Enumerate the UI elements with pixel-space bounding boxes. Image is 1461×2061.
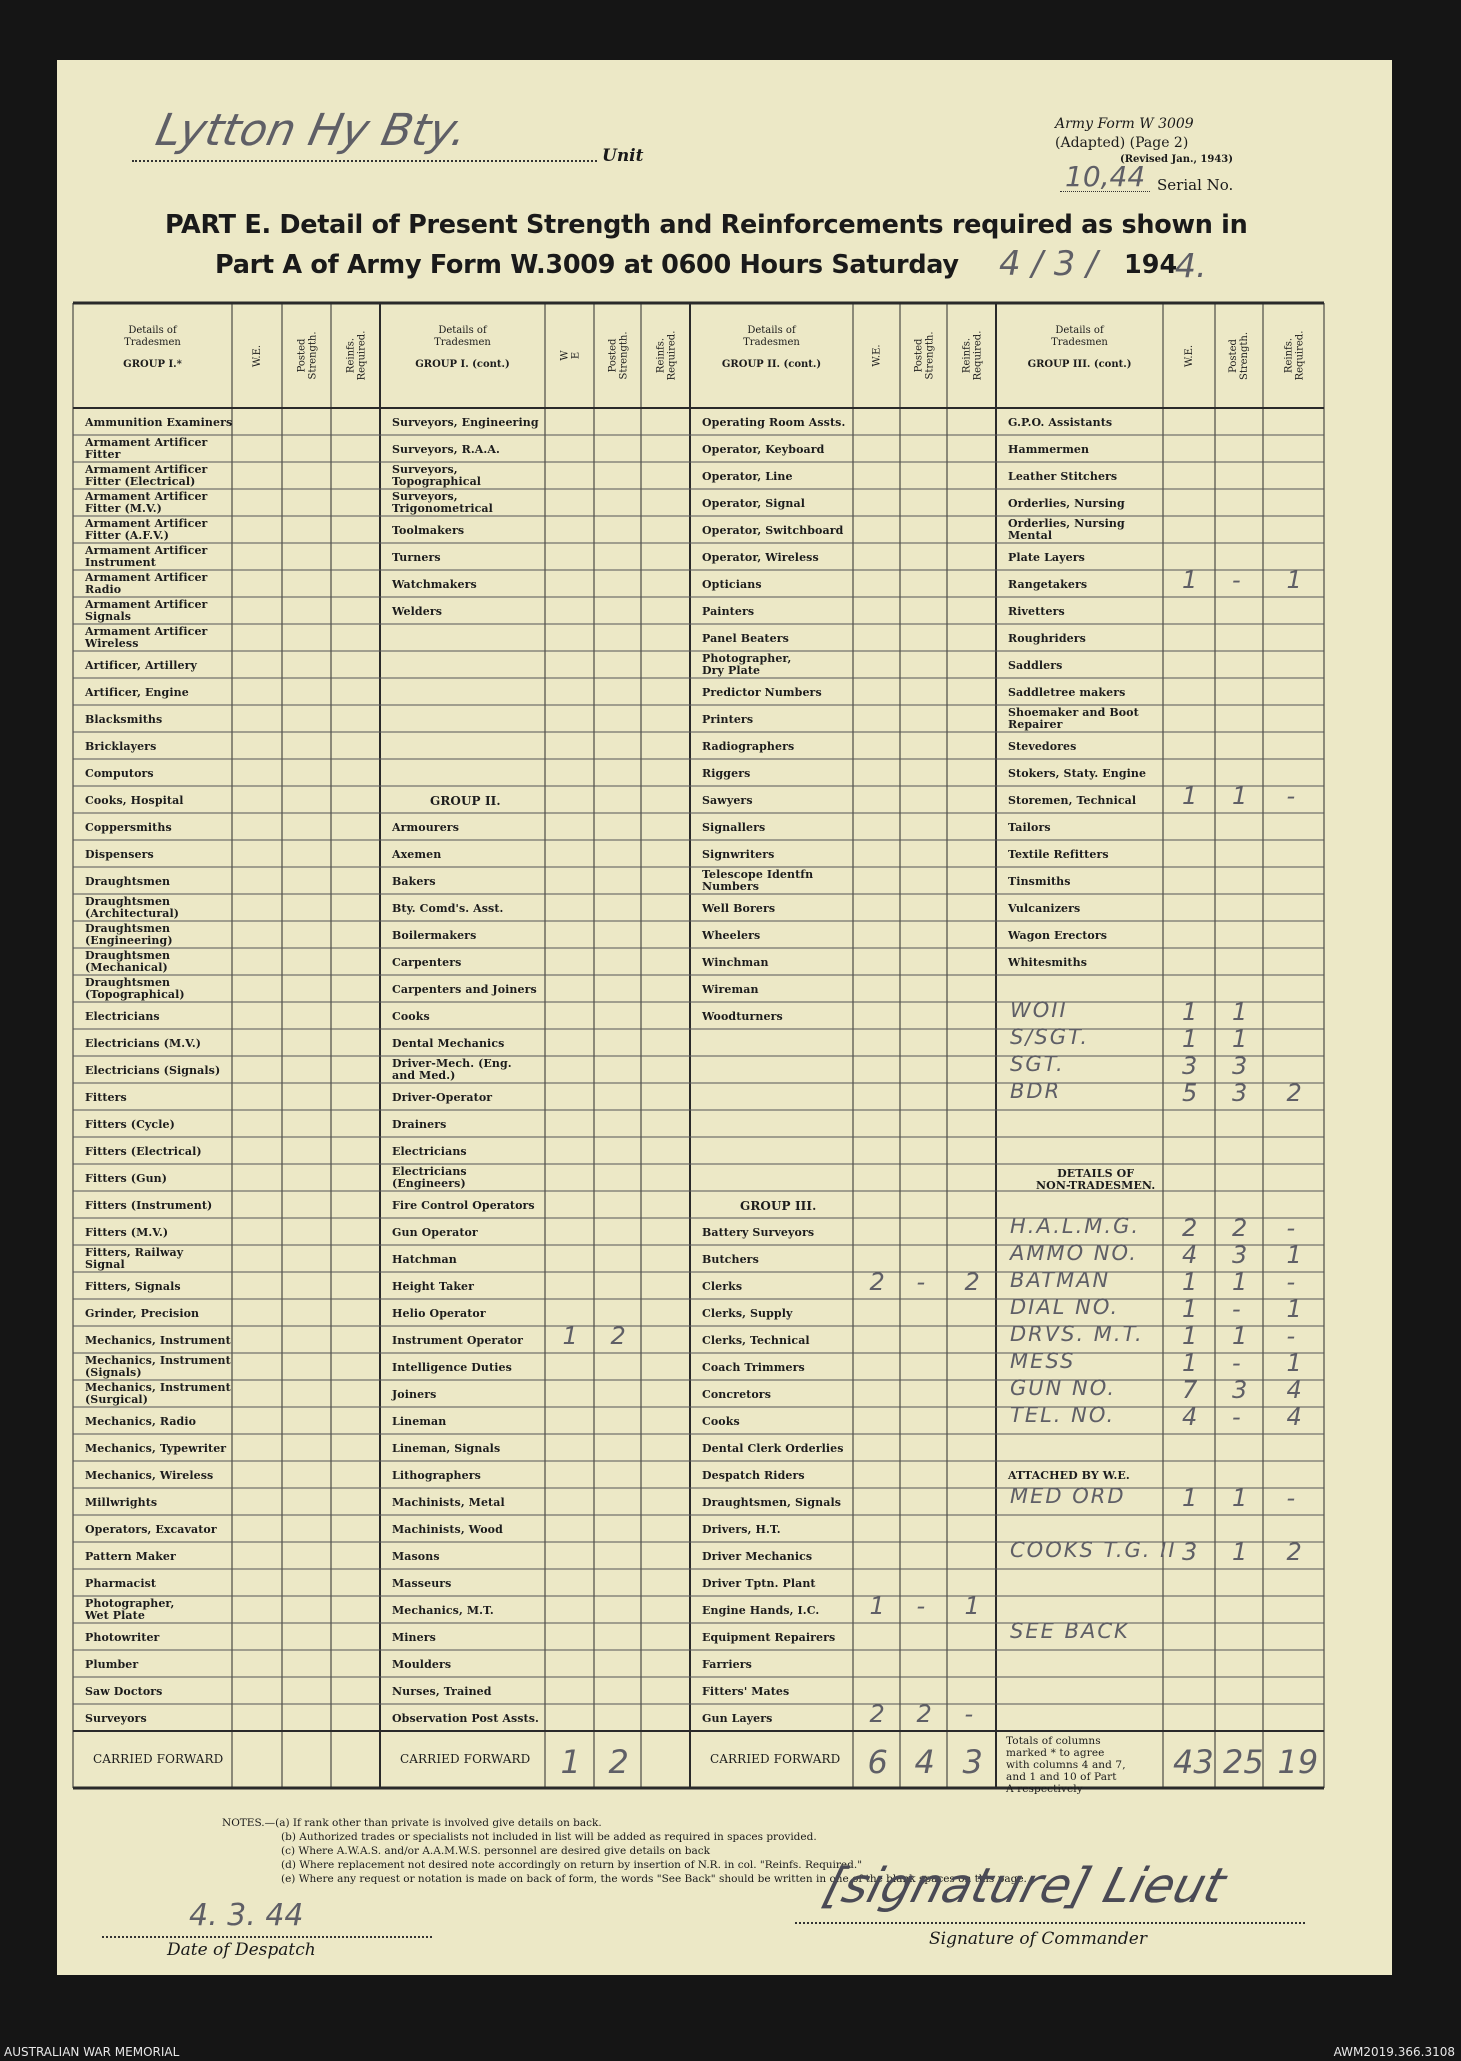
row-label: Radiographers (702, 740, 795, 753)
row-label: Fitters, Railway Signal (85, 1246, 184, 1271)
row-label: Artificer, Artillery (85, 659, 197, 672)
header-reinfs-2: Reinfs. Required. (654, 330, 677, 381)
signature-dotted-line (795, 1922, 1305, 1924)
row-label: Mechanics, Typewriter (85, 1442, 227, 1455)
handwritten-we-value: 7 (1182, 1376, 1198, 1404)
handwritten-posted-value: - (1232, 1403, 1241, 1431)
row-label: Photowriter (85, 1631, 160, 1644)
row-label: Mechanics, Wireless (85, 1469, 214, 1482)
row-label: Hammermen (1008, 443, 1090, 456)
header-reinfs-1: Reinfs. Required. (344, 330, 367, 381)
row-label: Miners (392, 1631, 436, 1644)
row-label: Clerks, Supply (702, 1307, 793, 1320)
row-label: Surveyors, Trigonometrical (392, 490, 493, 515)
handwritten-posted-value: 1 (1232, 998, 1248, 1026)
date-handwritten: 4 / 3 / (999, 244, 1098, 284)
row-label: Armament Artificer Fitter (85, 436, 208, 461)
row-label: Armament Artificer Signals (85, 598, 208, 623)
row-label: Predictor Numbers (702, 686, 822, 699)
row-label: Tailors (1008, 821, 1051, 834)
row-label: Signwriters (702, 848, 775, 861)
row-label: Farriers (702, 1658, 752, 1671)
row-label: Photographer, Wet Plate (85, 1597, 175, 1622)
row-label: Pattern Maker (85, 1550, 176, 1563)
row-label: Equipment Repairers (702, 1631, 836, 1644)
row-label: Saddletree makers (1008, 686, 1126, 699)
row-label: Draughtsmen (85, 875, 171, 888)
row-label: Draughtsmen (Topographical) (85, 976, 185, 1001)
row-label: Instrument Operator (392, 1334, 524, 1347)
row-label: Butchers (702, 1253, 759, 1266)
row-label: Mechanics, Instrument (Surgical) (85, 1381, 231, 1406)
row-label: Height Taker (392, 1280, 475, 1293)
note-b: (b) Authorized trades or specialists not included in list will be added as required in spaces provided. (281, 1831, 817, 1843)
row-label: Printers (702, 713, 754, 726)
row-label: Dispensers (85, 848, 154, 861)
row-label: Riggers (702, 767, 751, 780)
row-label: Wagon Erectors (1008, 929, 1108, 942)
header-posted-2: Posted Strength. (606, 331, 629, 380)
serial-label: Serial No. (1157, 176, 1234, 194)
row-label: Computors (85, 767, 154, 780)
handwritten-reinfs-value: 2 (1286, 1079, 1302, 1107)
row-label: Plumber (85, 1658, 139, 1671)
row-label: Operating Room Assts. (702, 416, 846, 429)
row-label: Driver-Mech. (Eng. and Med.) (392, 1057, 512, 1082)
archive-credit-left: AUSTRALIAN WAR MEMORIAL (4, 2045, 180, 2059)
row-label: Leather Stitchers (1008, 470, 1118, 483)
row-label: Bty. Comd's. Asst. (392, 902, 504, 915)
row-label: Electricians (Engineers) (392, 1165, 467, 1190)
row-label: Helio Operator (392, 1307, 486, 1320)
carried-forward-posted-value: 25 (1223, 1743, 1264, 1781)
title-line-1: PART E. Detail of Present Strength and Reinforcements required as shown in (165, 210, 1248, 240)
row-label: Opticians (702, 578, 762, 591)
handwritten-we-value: 1 (1182, 1025, 1198, 1053)
header-details-2: Details of Tradesmen (434, 325, 491, 348)
handwritten-rank-label: BDR (1010, 1079, 1062, 1103)
row-label: Orderlies, Nursing Mental (1008, 517, 1125, 542)
despatch-date-handwritten: 4. 3. 44 (189, 1898, 304, 1933)
row-label: Plate Layers (1008, 551, 1085, 564)
handwritten-we-value: 2 (1182, 1214, 1198, 1242)
header-details-3: Details of Tradesmen (743, 325, 800, 348)
row-label: Engine Hands, I.C. (702, 1604, 820, 1617)
handwritten-posted-value: - (916, 1268, 926, 1296)
row-label: Grinder, Precision (85, 1307, 200, 1320)
row-label: Draughtsmen (Mechanical) (85, 949, 171, 974)
unit-handwritten: Lytton Hy Bty. (151, 105, 472, 156)
row-label: Armament Artificer Fitter (A.F.V.) (85, 517, 208, 542)
note-c: (c) Where A.W.A.S. and/or A.A.M.W.S. personnel are desired give details on back (281, 1845, 711, 1857)
handwritten-posted-value: - (916, 1592, 926, 1620)
handwritten-rank-label: COOKS T.G. II (1010, 1538, 1177, 1562)
row-label: Winchman (702, 956, 769, 969)
commander-signature: [signature] Lieut (817, 1858, 1232, 1914)
row-label: Despatch Riders (702, 1469, 805, 1482)
handwritten-we-value: 1 (1182, 998, 1198, 1026)
row-label: Operator, Switchboard (702, 524, 844, 537)
header-we-4: W.E. (1183, 344, 1195, 367)
attached-heading: ATTACHED BY W.E. (1008, 1469, 1130, 1482)
row-label: Panel Beaters (702, 632, 789, 645)
row-label: Bakers (392, 875, 436, 888)
carried-forward-label: CARRIED FORWARD (400, 1752, 531, 1766)
handwritten-posted-value: 2 (610, 1322, 626, 1350)
handwritten-posted-value: 3 (1232, 1376, 1248, 1404)
row-label: Surveyors, R.A.A. (392, 443, 500, 456)
row-label: Woodturners (702, 1010, 783, 1023)
row-label: Fitters (Electrical) (85, 1145, 202, 1158)
handwritten-posted-value: 1 (1232, 1538, 1248, 1566)
row-label: Drainers (392, 1118, 447, 1131)
form-adapted: (Adapted) (Page 2) (1055, 135, 1189, 151)
header-reinfs-4: Reinfs. Required. (1282, 330, 1305, 381)
non-tradesmen-heading: DETAILS OF NON-TRADESMEN. (1036, 1167, 1156, 1192)
row-label: Moulders (392, 1658, 452, 1671)
row-label: Fitters (Gun) (85, 1172, 168, 1185)
row-label: Carpenters and Joiners (392, 983, 537, 996)
row-label: Mechanics, Instrument (Signals) (85, 1354, 231, 1379)
row-label: Cooks, Hospital (85, 794, 184, 807)
handwritten-rank-label: MED ORD (1010, 1484, 1126, 1508)
row-label: Shoemaker and Boot Repairer (1008, 706, 1139, 731)
handwritten-reinfs-value: - (1286, 1214, 1296, 1242)
handwritten-we-value: 1 (1182, 1349, 1198, 1377)
note-d: (d) Where replacement not desired note accordingly on return by insertion of N.R. in col. "Reinfs. Required." (281, 1859, 863, 1871)
carried-forward-reinfs-value: 19 (1277, 1743, 1319, 1781)
handwritten-we-value: 1 (1182, 782, 1198, 810)
row-label: Boilermakers (392, 929, 477, 942)
handwritten-reinfs-value: 1 (1286, 566, 1302, 594)
row-label: Fitters, Signals (85, 1280, 181, 1293)
row-label: Whitesmiths (1008, 956, 1087, 969)
row-label: Watchmakers (392, 578, 477, 591)
row-label: Draughtsmen (Architectural) (85, 895, 180, 920)
handwritten-rank-label: DRVS. M.T. (1010, 1322, 1144, 1346)
row-label: Driver-Operator (392, 1091, 493, 1104)
carried-forward-posted-value: 2 (608, 1743, 629, 1781)
header-reinfs-3: Reinfs. Required. (960, 330, 983, 381)
row-label: Turners (392, 551, 441, 564)
row-label: Fitters (Instrument) (85, 1199, 213, 1212)
header-we-3: W.E. (871, 344, 882, 367)
handwritten-posted-value: 1 (1232, 1268, 1248, 1296)
header-details-1: Details of Tradesmen (124, 325, 181, 348)
row-label: Electricians (M.V.) (85, 1037, 202, 1050)
row-label: Driver Tptn. Plant (702, 1577, 816, 1590)
row-label: Draughtsmen (Engineering) (85, 922, 173, 947)
serial-handwritten: 10,44 (1065, 160, 1146, 193)
row-label: Armament Artificer Fitter (M.V.) (85, 490, 208, 515)
row-label: Photographer, Dry Plate (702, 652, 792, 677)
row-label: Painters (702, 605, 755, 618)
row-label: Machinists, Metal (392, 1496, 505, 1509)
header-we-1: W.E. (251, 344, 263, 367)
handwritten-reinfs-value: - (964, 1700, 974, 1728)
handwritten-reinfs-value: 1 (964, 1592, 980, 1620)
row-label: Hatchman (392, 1253, 457, 1266)
row-label: Electricians (85, 1010, 160, 1023)
row-label: Blacksmiths (85, 713, 163, 726)
handwritten-posted-value: - (1232, 566, 1241, 594)
handwritten-reinfs-value: 2 (964, 1268, 980, 1296)
row-label: Pharmacist (85, 1577, 157, 1590)
handwritten-rank-label: WOII (1010, 998, 1068, 1022)
carried-forward-reinfs-value: 3 (962, 1743, 983, 1781)
year-printed: 194 (1124, 250, 1178, 280)
row-label: Armament Artificer Radio (85, 571, 208, 596)
row-label: Textile Refitters (1008, 848, 1109, 861)
handwritten-posted-value: 2 (916, 1700, 932, 1728)
handwritten-we-value: 5 (1182, 1079, 1198, 1107)
handwritten-we-value: 1 (1182, 1322, 1198, 1350)
row-label: Battery Surveyors (702, 1226, 815, 1239)
row-label: Mechanics, Radio (85, 1415, 197, 1428)
handwritten-reinfs-value: 1 (1286, 1349, 1302, 1377)
row-label: GROUP III. (740, 1199, 817, 1213)
carried-forward-we-value: 1 (560, 1743, 581, 1781)
row-label: Signallers (702, 821, 766, 834)
row-label: Lithographers (392, 1469, 481, 1482)
row-label: Intelligence Duties (392, 1361, 512, 1374)
row-label: Armament Artificer Fitter (Electrical) (85, 463, 208, 488)
header-posted-3: Posted Strength. (912, 331, 935, 380)
handwritten-we-value: 1 (1182, 1295, 1198, 1323)
row-label: Armament Artificer Wireless (85, 625, 208, 650)
form-page (57, 60, 1392, 1975)
row-label: Wheelers (702, 929, 761, 942)
row-label: Wireman (702, 983, 759, 996)
row-label: Draughtsmen, Signals (702, 1496, 842, 1509)
header-we-2: W E (558, 350, 581, 361)
form-revised: (Revised Jan., 1943) (1120, 154, 1233, 165)
row-label: Sawyers (702, 794, 753, 807)
handwritten-reinfs-value: - (1286, 782, 1296, 810)
year-handwritten: 4. (1175, 246, 1207, 285)
header-posted-1: Posted Strength. (295, 331, 318, 380)
handwritten-rank-label: S/SGT. (1010, 1025, 1090, 1049)
carried-forward-we-value: 43 (1173, 1743, 1214, 1781)
row-label: Clerks (702, 1280, 743, 1293)
row-label: Fitters' Mates (702, 1685, 790, 1698)
row-label: Vulcanizers (1008, 902, 1081, 915)
header-posted-4: Posted Strength. (1228, 331, 1250, 380)
row-label: Storemen, Technical (1008, 794, 1137, 807)
row-label: Stokers, Staty. Engine (1008, 767, 1147, 780)
row-label: Mechanics, Instrument (85, 1334, 231, 1347)
row-label: Dental Clerk Orderlies (702, 1442, 844, 1455)
handwritten-we-value: 2 (869, 1700, 885, 1728)
signature-label: Signature of Commander (929, 1929, 1147, 1949)
row-label: Toolmakers (392, 524, 465, 537)
row-label: Coach Trimmers (702, 1361, 805, 1374)
handwritten-posted-value: 2 (1232, 1214, 1248, 1242)
unit-label: Unit (602, 146, 644, 166)
row-label: Masons (392, 1550, 440, 1563)
row-label: Joiners (392, 1388, 437, 1401)
row-label: Axemen (392, 848, 442, 861)
handwritten-reinfs-value: 1 (1286, 1241, 1302, 1269)
row-label: Saddlers (1008, 659, 1063, 672)
handwritten-posted-value: - (1232, 1349, 1241, 1377)
row-label: Dental Mechanics (392, 1037, 505, 1050)
row-label: Fire Control Operators (392, 1199, 535, 1212)
row-label: Electricians (392, 1145, 467, 1158)
row-label: Operator, Line (702, 470, 793, 483)
row-label: Observation Post Assts. (392, 1712, 539, 1725)
handwritten-posted-value: 1 (1232, 782, 1248, 810)
row-label: Lineman (392, 1415, 447, 1428)
handwritten-rank-label: DIAL NO. (1010, 1295, 1120, 1319)
handwritten-reinfs-value: - (1286, 1268, 1296, 1296)
handwritten-we-value: 1 (562, 1322, 578, 1350)
carried-forward-we-value: 6 (867, 1743, 888, 1781)
row-label: Drivers, H.T. (702, 1523, 781, 1536)
row-label: Cooks (392, 1010, 430, 1023)
handwritten-rank-label: GUN NO. (1010, 1376, 1117, 1400)
row-label: Welders (392, 605, 443, 618)
row-label: Rivetters (1008, 605, 1065, 618)
row-label: Armament Artificer Instrument (85, 544, 208, 569)
handwritten-we-value: 1 (869, 1592, 885, 1620)
note-e: (e) Where any request or notation is made on back of form, the words "See Back" should be written in one of the blank spaces on this page. (281, 1873, 1027, 1885)
handwritten-reinfs-value: 4 (1286, 1376, 1302, 1404)
despatch-label: Date of Despatch (167, 1940, 316, 1960)
row-label: GROUP II. (430, 794, 501, 808)
handwritten-we-value: 3 (1182, 1538, 1198, 1566)
row-label: Carpenters (392, 956, 462, 969)
carried-forward-label: CARRIED FORWARD (710, 1752, 841, 1766)
despatch-dotted-line (102, 1936, 432, 1938)
carried-forward-posted-value: 4 (914, 1743, 935, 1781)
row-label: Mechanics, M.T. (392, 1604, 494, 1617)
row-label: Orderlies, Nursing (1008, 497, 1125, 510)
row-label: Surveyors, Topographical (392, 463, 482, 488)
handwritten-we-value: 1 (1182, 566, 1198, 594)
row-label: G.P.O. Assistants (1008, 416, 1113, 429)
row-label: Telescope Identfn Numbers (702, 868, 814, 893)
row-label: Operator, Keyboard (702, 443, 825, 456)
handwritten-posted-value: 3 (1232, 1052, 1248, 1080)
handwritten-rank-label: SEE BACK (1010, 1619, 1130, 1643)
handwritten-rank-label: MESS (1010, 1349, 1076, 1373)
handwritten-posted-value: 1 (1232, 1025, 1248, 1053)
note-a: NOTES.—(a) If rank other than private is involved give details on back. (222, 1817, 602, 1829)
handwritten-posted-value: 1 (1232, 1484, 1248, 1512)
handwritten-rank-label: BATMAN (1010, 1268, 1111, 1292)
row-label: Operator, Wireless (702, 551, 819, 564)
row-label: Machinists, Wood (392, 1523, 503, 1536)
row-label: Well Borers (702, 902, 776, 915)
handwritten-posted-value: 3 (1232, 1241, 1248, 1269)
row-label: Nurses, Trained (392, 1685, 492, 1698)
row-label: Electricians (Signals) (85, 1064, 221, 1077)
handwritten-reinfs-value: 1 (1286, 1295, 1302, 1323)
row-label: Bricklayers (85, 740, 157, 753)
row-label: Masseurs (392, 1577, 452, 1590)
row-label: Concretors (702, 1388, 771, 1401)
handwritten-rank-label: SGT. (1010, 1052, 1065, 1076)
row-label: Tinsmiths (1008, 875, 1071, 888)
handwritten-posted-value: 3 (1232, 1079, 1248, 1107)
archive-credit-right: AWM2019.366.3108 (1333, 2045, 1455, 2059)
handwritten-we-value: 2 (869, 1268, 885, 1296)
row-label: Cooks (702, 1415, 740, 1428)
row-label: Saw Doctors (85, 1685, 163, 1698)
totals-note: Totals of columns marked * to agree with columns 4 and 7, and 1 and 10 of Part A respectively (1006, 1735, 1126, 1795)
handwritten-we-value: 1 (1182, 1484, 1198, 1512)
title-line-2: Part A of Army Form W.3009 at 0600 Hours Saturday (215, 250, 959, 280)
handwritten-reinfs-value: - (1286, 1322, 1296, 1350)
header-group-4: GROUP III. (cont.) (1027, 359, 1132, 370)
row-label: Ammunition Examiners (85, 416, 233, 429)
handwritten-we-value: 4 (1182, 1403, 1198, 1431)
header-group-2: GROUP I. (cont.) (415, 359, 510, 370)
handwritten-rank-label: TEL. NO. (1010, 1403, 1116, 1427)
header-group-1: GROUP I.* (123, 359, 182, 370)
form-number: Army Form W 3009 (1055, 116, 1194, 132)
row-label: Rangetakers (1008, 578, 1088, 591)
row-label: Millwrights (85, 1496, 158, 1509)
row-label: Fitters (85, 1091, 127, 1104)
row-label: Stevedores (1008, 740, 1077, 753)
handwritten-we-value: 1 (1182, 1268, 1198, 1296)
row-label: Artificer, Engine (85, 686, 189, 699)
handwritten-rank-label: H.A.L.M.G. (1010, 1214, 1141, 1238)
row-label: Surveyors (85, 1712, 147, 1725)
handwritten-posted-value: 1 (1232, 1322, 1248, 1350)
row-label: Armourers (392, 821, 459, 834)
row-label: Fitters (M.V.) (85, 1226, 169, 1239)
row-label: Surveyors, Engineering (392, 416, 539, 429)
row-label: Driver Mechanics (702, 1550, 813, 1563)
row-label: Fitters (Cycle) (85, 1118, 175, 1131)
header-group-3: GROUP II. (cont.) (721, 359, 822, 370)
handwritten-we-value: 3 (1182, 1052, 1198, 1080)
row-label: Clerks, Technical (702, 1334, 810, 1347)
handwritten-reinfs-value: 2 (1286, 1538, 1302, 1566)
row-label: Gun Layers (702, 1712, 773, 1725)
row-label: Operator, Signal (702, 497, 805, 510)
row-label: Roughriders (1008, 632, 1086, 645)
row-label: Coppersmiths (85, 821, 172, 834)
handwritten-we-value: 4 (1182, 1241, 1198, 1269)
handwritten-reinfs-value: - (1286, 1484, 1296, 1512)
row-label: Gun Operator (392, 1226, 478, 1239)
handwritten-posted-value: - (1232, 1295, 1241, 1323)
row-label: Operators, Excavator (85, 1523, 217, 1536)
handwritten-rank-label: AMMO NO. (1010, 1241, 1138, 1265)
handwritten-reinfs-value: 4 (1286, 1403, 1302, 1431)
header-details-4: Details of Tradesmen (1051, 325, 1108, 348)
carried-forward-label: CARRIED FORWARD (93, 1752, 224, 1766)
row-label: Lineman, Signals (392, 1442, 501, 1455)
